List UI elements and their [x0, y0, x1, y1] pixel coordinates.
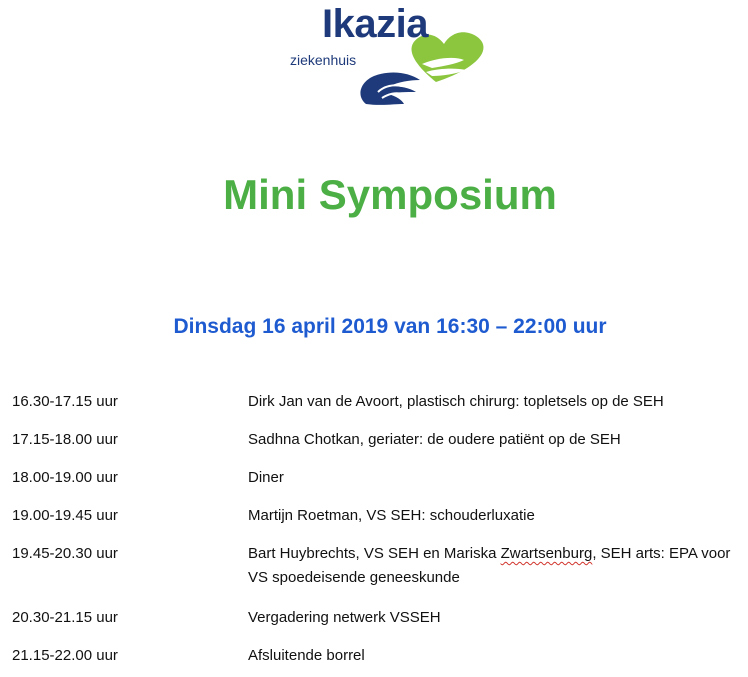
schedule-description: Dirk Jan van de Avoort, plastisch chirurg: topletsels op de SEH: [248, 393, 664, 410]
schedule-time: 16.30-17.15 uur: [12, 393, 118, 410]
event-date: Dinsdag 16 april 2019 van 16:30 – 22:00 uur: [173, 315, 607, 338]
schedule-time: 19.45-20.30 uur: [12, 545, 118, 562]
spellcheck-flagged-word: Zwartsenburg: [500, 545, 593, 562]
schedule-description: Vergadering netwerk VSSEH: [248, 609, 441, 626]
schedule-time: 21.15-22.00 uur: [12, 647, 118, 664]
schedule-time: 18.00-19.00 uur: [12, 469, 118, 486]
schedule-description: Diner: [248, 469, 284, 486]
schedule-description-part: , SEH arts: EPA voor VS spoedeisende geneeskunde: [248, 545, 731, 586]
schedule-description-part: Bart Huybrechts, VS SEH en Mariska: [248, 545, 501, 562]
schedule-time: 17.15-18.00 uur: [12, 431, 118, 448]
logo-subtitle: ziekenhuis: [290, 52, 357, 68]
schedule-description: [248, 542, 738, 590]
schedule-description: Martijn Roetman, VS SEH: schouderluxatie: [248, 507, 535, 524]
logo-wordmark: Ikazia: [322, 2, 428, 46]
schedule-time: 20.30-21.15 uur: [12, 609, 118, 626]
schedule-description: Afsluitende borrel: [248, 647, 365, 664]
schedule-description: Sadhna Chotkan, geriater: de oudere patiënt op de SEH: [248, 431, 621, 448]
schedule-time: 19.00-19.45 uur: [12, 507, 118, 524]
ikazia-logo: [286, 0, 496, 110]
page-title: Mini Symposium: [223, 171, 557, 218]
